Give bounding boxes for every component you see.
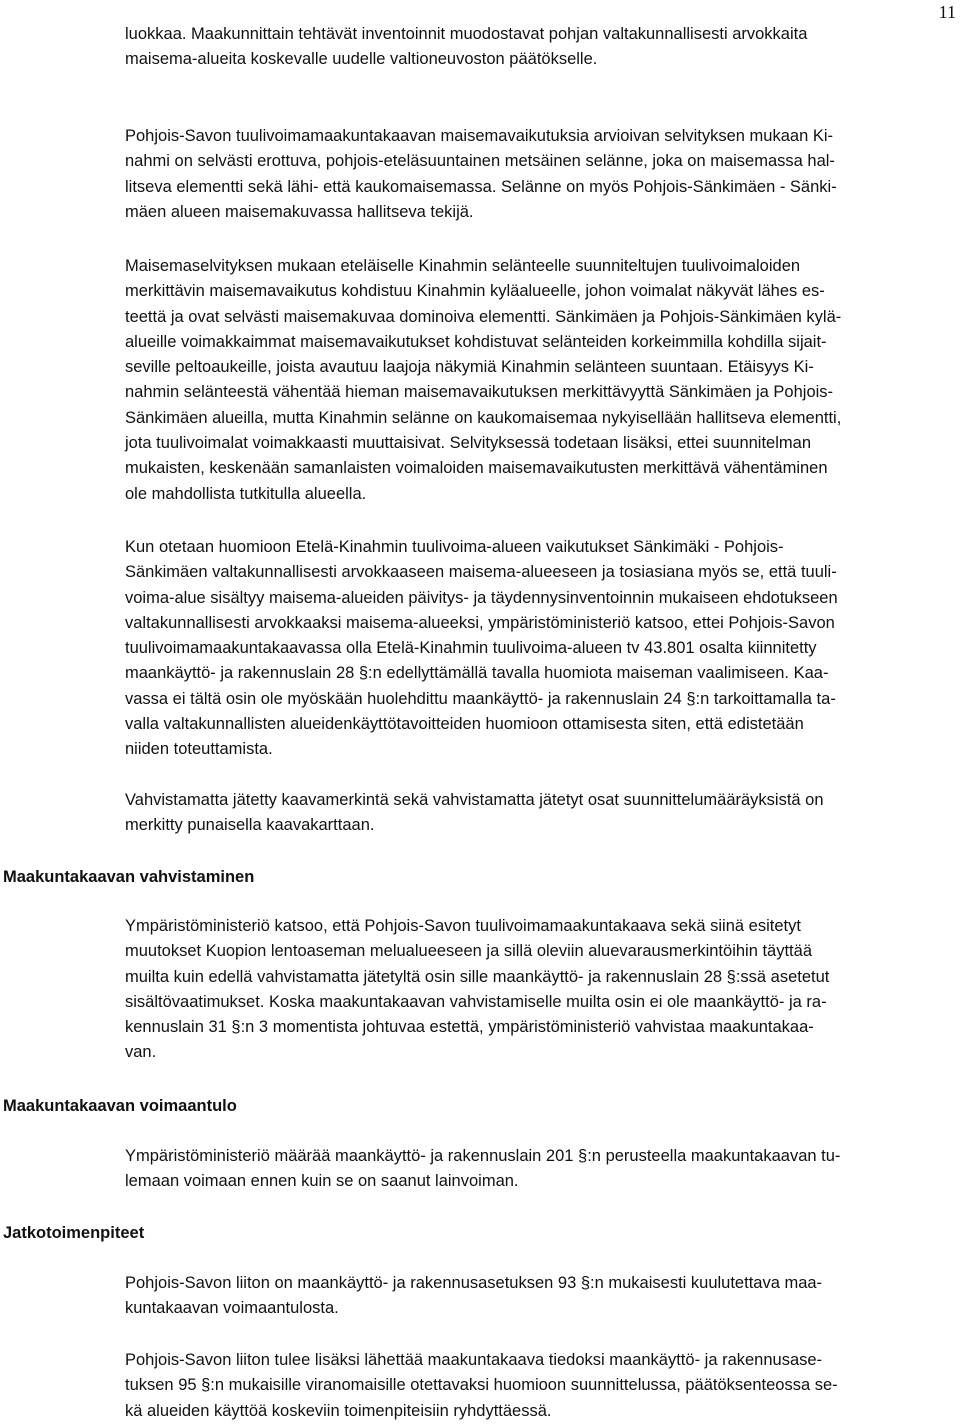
section-heading-vahvistaminen: Maakuntakaavan vahvistaminen: [3, 868, 255, 886]
text-line: mukaisten, keskenään samanlaisten voimaloiden maisemavaikutusten merkittävä vähentäminen: [125, 459, 828, 478]
text-line: luokkaa. Maakunnittain tehtävät inventoinnit muodostavat pohjan valtakunnallisesti arvokkaita: [125, 25, 808, 43]
text-line: valtakunnallisesti arvokkaaksi maisema-alueeksi, ympäristöministeriö katsoo, ettei Pohjois-Savon: [125, 613, 835, 632]
paragraph-vahvistamatta: [125, 788, 955, 839]
text-line: nahmi on selvästi erottuva, pohjois-eteläsuuntainen metsäinen selänne, joka on maisemassa hal-: [125, 152, 835, 171]
paragraph-kuuluttaminen: [125, 1271, 955, 1322]
text-line: alueille voimakkaimmat maisemavaikutukset kohdistuvat selänteiden korkeimmilla kohdilla sijait-: [125, 332, 827, 351]
text-line: Pohjois-Savon liiton tulee lisäksi lähettää maakuntakaava tiedoksi maankäyttö- ja rakennusase-: [125, 1351, 823, 1369]
text-line: van.: [125, 1043, 157, 1062]
text-line: maankäyttö- ja rakennuslain 28 §:n edellyttämällä tavalla huomiota maiseman vaalimiseen. Kaa-: [125, 664, 829, 683]
text-line: lemaan voimaan ennen kuin se on saanut lainvoiman.: [125, 1172, 519, 1191]
text-line: Vahvistamatta jätetty kaavamerkintä sekä vahvistamatta jätetyt osat suunnittelumääräyksistä on: [125, 791, 824, 809]
text-line: tuulivoimamaakuntakaavassa olla Etelä-Kinahmin tuulivoima-alueen tv 43.801 osalta kiinnitetty: [125, 639, 817, 658]
text-line: voima-alue sisältyy maisema-alueiden päivitys- ja täydennysinventoinnin mukaiseen ehdotukseen: [125, 588, 838, 607]
text-line: kuntakaavan voimaantulosta.: [125, 1299, 339, 1318]
text-line: Ympäristöministeriö määrää maankäyttö- ja rakennuslain 201 §:n perusteella maakuntakaavan tu-: [125, 1147, 841, 1165]
text-line: sisältövaatimukset. Koska maakuntakaavan vahvistamiselle muilta osin ei ole maankäyttö- ja ra-: [125, 992, 827, 1011]
text-line: teettä ja ovat selvästi maisemakuvaa dominoiva elementti. Sänkimäen ja Pohjois-Sänkimäen kylä-: [125, 307, 842, 326]
text-line: jota tuulivoimalat voimakkaasti muuttaisivat. Selvityksessä todetaan lisäksi, ettei suunnitelman: [125, 434, 811, 453]
paragraph-maisemaselvitys: [125, 254, 955, 507]
text-line: mäen alueen maisemakuvassa hallitseva tekijä.: [125, 202, 474, 221]
text-line: litseva elementti sekä lähi- että kaukomaisemassa. Selänne on myös Pohjois-Sänkimäen - Sänki-: [125, 177, 837, 196]
paragraph-vahvistaa: [125, 914, 955, 1066]
text-line: nahmin selänteestä vähentää hieman maisemavaikutuksen merkittävyyttä Sänkimäen ja Pohjois-: [125, 383, 834, 402]
text-line: merkitty punaisella kaavakarttaan.: [125, 816, 375, 835]
text-line: Sänkimäen valtakunnallisesti arvokkaaseen maisema-alueeseen ja tosiasiana myös se, että tuuli-: [125, 563, 837, 582]
text-line: merkittävin maisemavaikutus kohdistuu Kinahmin kyläalueelle, johon voimalat näkyvät lähes es-: [125, 282, 825, 301]
text-line: maisema-alueita koskevalle uudelle valtioneuvoston päätökselle.: [125, 50, 598, 69]
text-line: valla valtakunnallisten alueidenkäyttötavoitteiden huomioon ottamisesta siten, että edistetään: [125, 715, 804, 734]
text-line: muutokset Kuopion lentoaseman melualueeseen ja sillä oleviin aluevarausmerkintöihin täyttää: [125, 942, 812, 961]
text-line: ole mahdollista tutkitulla alueella.: [125, 484, 367, 503]
paragraph-ymparistoministerio-katsoo: [125, 535, 955, 763]
section-heading-voimaantulo: Maakuntakaavan voimaantulo: [3, 1097, 237, 1115]
text-line: kä alueiden käyttöä koskeviin toimenpiteisiin ryhdyttäessä.: [125, 1401, 552, 1420]
text-line: vassa ei tältä osin ole myöskään huolehdittu maankäyttö- ja rakennuslain 24 §:n tarkoittamalla ta-: [125, 689, 836, 708]
text-line: Sänkimäen alueilla, mutta Kinahmin selänne on kaukomaisemaa nykyisellään hallitseva elementti,: [125, 408, 842, 427]
text-line: kennuslain 31 §:n 3 momentista johtuvaa estettä, ympäristöministeriö vahvistaa maakuntakaa-: [125, 1018, 814, 1037]
text-line: seville peltoaukeille, joista avautuu laajoja näkymiä Kinahmin selänteen suuntaan. Etäisyys Ki-: [125, 358, 814, 377]
paragraph-intro: [125, 22, 955, 73]
text-line: niiden toteuttamista.: [125, 740, 273, 759]
text-line: Kun otetaan huomioon Etelä-Kinahmin tuulivoima-alueen vaikutukset Sänkimäki - Pohjois-: [125, 538, 784, 556]
page-number: 11: [938, 2, 956, 22]
paragraph-tiedoksi: [125, 1348, 955, 1424]
text-line: Pohjois-Savon liiton on maankäyttö- ja rakennusasetuksen 93 §:n mukaisesti kuulutettava maa-: [125, 1274, 823, 1292]
section-heading-jatkotoimenpiteet: Jatkotoimenpiteet: [3, 1224, 145, 1242]
paragraph-voimaantulo: [125, 1144, 955, 1195]
text-line: Maisemaselvityksen mukaan eteläiselle Kinahmin selänteelle suunniteltujen tuulivoimaloiden: [125, 257, 801, 275]
text-line: muilta kuin edellä vahvistamatta jätetyltä osin sille maankäyttö- ja rakennuslain 28 §:ssä asetetut: [125, 967, 830, 986]
text-line: tuksen 95 §:n mukaisille viranomaisille otettavaksi huomioon suunnittelussa, päätöksenteossa se-: [125, 1376, 838, 1395]
paragraph-kinahmi-selanne: [125, 124, 955, 225]
text-line: Pohjois-Savon tuulivoimamaakuntakaavan maisemavaikutuksia arvioivan selvityksen mukaan Ki-: [125, 127, 834, 145]
text-line: Ympäristöministeriö katsoo, että Pohjois-Savon tuulivoimamaakuntakaava sekä siinä esitetyt: [125, 917, 801, 935]
